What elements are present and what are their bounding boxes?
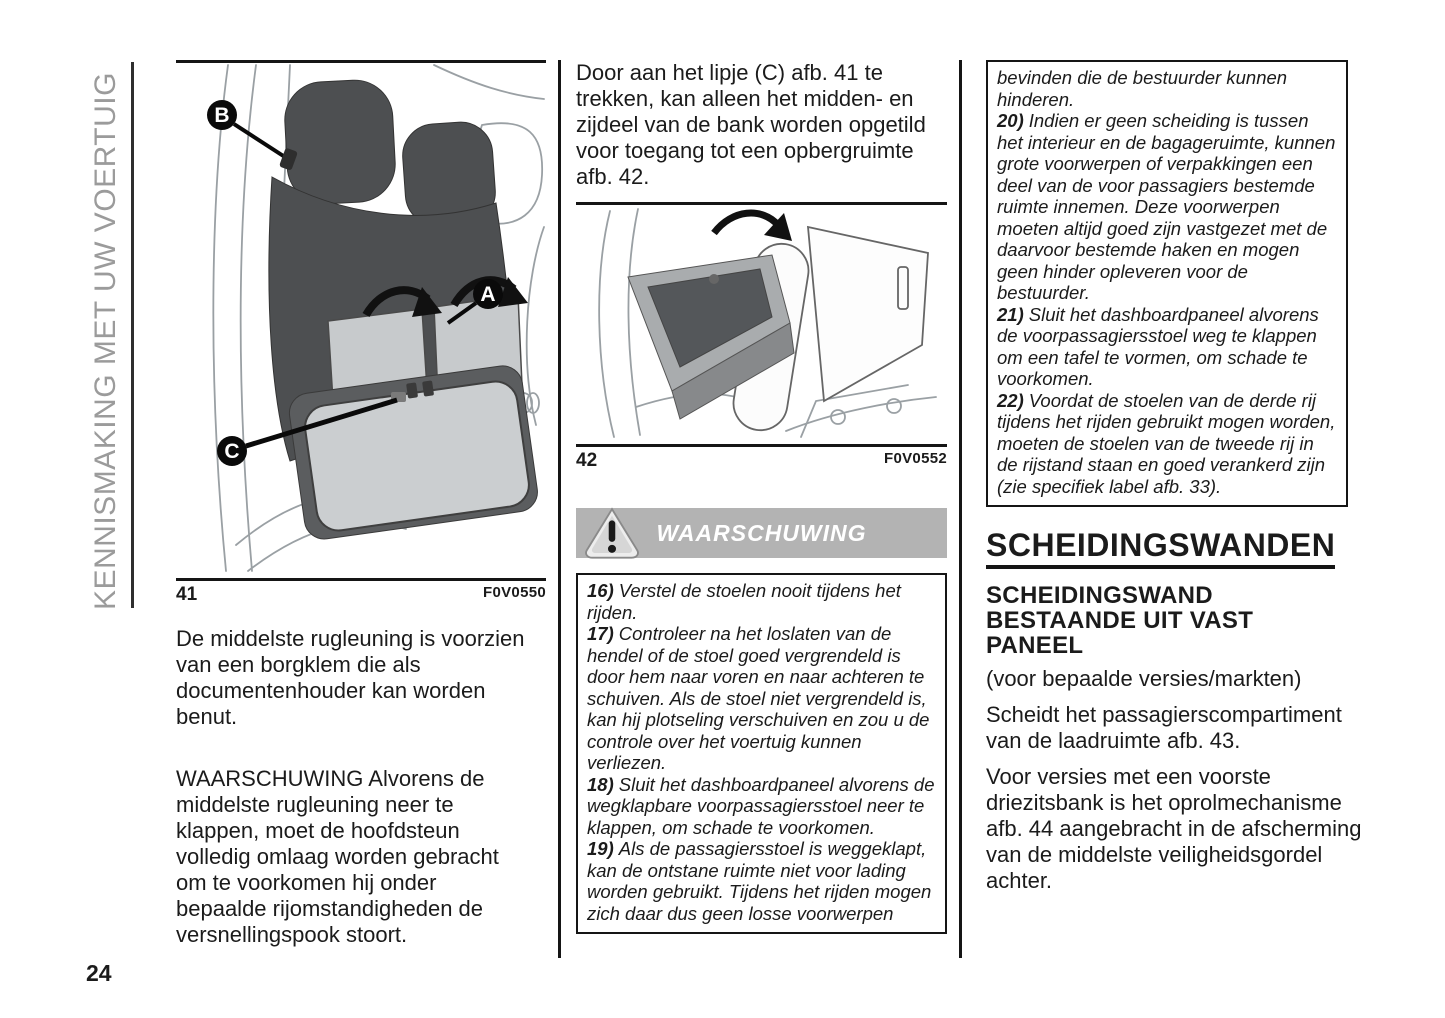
- warning-item-number: 17): [587, 623, 614, 644]
- warning-item-number: 22): [997, 389, 1024, 411]
- warning-item-number: 20): [997, 110, 1024, 131]
- warning-item-21: [997, 304, 1337, 390]
- figure-number: 42: [576, 450, 598, 471]
- figure-code: F0V0550: [483, 584, 546, 601]
- warning-item-number: 19): [587, 838, 614, 859]
- warning-item-text: Verstel de stoelen nooit tijdens het rijden.: [587, 580, 901, 623]
- warning-item-19: [587, 838, 936, 924]
- page-number: 24: [86, 960, 112, 986]
- figure-41-caption: [176, 578, 546, 606]
- column-separator-right: [959, 60, 962, 958]
- warning-item-16: [587, 580, 936, 623]
- warning-item-text: Indien er geen scheiding is tussen het interieur en de bagageruimte, kunnen grote voorwerpen of verpakkingen een deel van de voor passagiers bestemde ruimte innemen. Deze voorwerpen moeten altijd goed zijn vastgezet met de daarvoor bestemde haken en mogen geen hinder opleveren voor de bestuurder.: [997, 110, 1336, 303]
- warning-banner: [576, 508, 947, 558]
- warning-item-text: bevinden die de bestuurder kunnen hinderen.: [997, 67, 1288, 110]
- subsection-heading: SCHEIDINGSWAND BESTAANDE UIT VAST PANEEL: [986, 581, 1254, 659]
- svg-text:A: A: [480, 283, 496, 306]
- left-paragraph-1: De middelste rugleuning is voorzien van een borgklem die als documentenhouder kan worden benut.: [176, 626, 525, 729]
- figure-42: [576, 202, 947, 472]
- middle-column: [576, 60, 947, 934]
- warning-item-text: Voordat de stoelen van de derde rij tijdens het rijden gebruikt mogen worden, moeten de stoelen van de tweede rij in de rijstand staan en goed verankerd zijn (zie specifiek label afb. 33).: [997, 389, 1336, 497]
- left-paragraph-2: WAARSCHUWING Alvorens de middelste rugleuning neer te klappen, moet de hoofdsteun volledig omlaag worden gebracht om te voorkomen hij onder bepaalde rijomstandigheden de versnellingspook stoort.: [176, 766, 499, 947]
- warning-item-17: [587, 623, 936, 774]
- warning-item-text: Als de passagiersstoel is weggeklapt, kan de ontstane ruimte niet voor lading worden gebruikt. Tijdens het rijden mogen zich daar dus geen losse voorwerpen: [587, 838, 932, 924]
- applicability-note: (voor bepaalde versies/markten): [986, 665, 1302, 691]
- figure-41: [176, 60, 546, 606]
- middle-intro: Door aan het lipje (C) afb. 41 te trekken, kan alleen het midden- en zijdeel van de bank worden opgetild voor toegang tot een opbergruimte afb. 42.: [576, 60, 926, 189]
- warning-list-box: [576, 573, 947, 934]
- warning-item-22: [997, 390, 1337, 498]
- figure-code: F0V0552: [884, 450, 947, 467]
- seat-fold-illustration: [176, 63, 546, 573]
- right-paragraph-1: Scheidt het passagierscompartiment van de laadruimte afb. 43.: [986, 701, 1342, 753]
- warning-item-number: 16): [587, 580, 614, 601]
- warning-triangle-icon: [584, 506, 640, 559]
- warning-item-20: [997, 110, 1337, 304]
- warning-banner-title: WAARSCHUWING: [656, 519, 867, 546]
- column-separator-left: [558, 60, 561, 958]
- warning-item-text: Sluit het dashboardpaneel alvorens de voorpassagiersstoel weg te klappen om een tafel te vormen, om schade te voorkomen.: [997, 303, 1319, 389]
- svg-text:C: C: [224, 440, 240, 463]
- right-paragraph-2: Voor versies met een voorste driezitsbank is het oprolmechanisme afb. 44 aangebracht in de afscherming van de middelste veiligheidsgordel achter.: [986, 763, 1362, 893]
- warning-item-18: [587, 774, 936, 839]
- sidebar-rule: [131, 62, 134, 608]
- svg-text:B: B: [214, 104, 230, 127]
- right-column: [986, 60, 1376, 894]
- warning-item-number: 18): [587, 773, 614, 795]
- storage-compartment-illustration: [576, 205, 947, 439]
- chapter-sidebar-label: KENNISMAKING MET UW VOERTUIG: [89, 72, 122, 610]
- warning-item-19-continued: [997, 67, 1337, 110]
- figure-number: 41: [176, 584, 198, 605]
- warning-item-text: Sluit het dashboardpaneel alvorens de wegklapbare voorpassagiersstoel neer te klappen, om schade te voorkomen.: [587, 773, 935, 838]
- warning-item-number: 21): [997, 303, 1024, 325]
- figure-42-caption: [576, 444, 947, 472]
- tilt-arrow: [714, 213, 792, 241]
- left-column: [176, 60, 546, 948]
- warning-item-text: Controleer na het loslaten van de hendel of de stoel goed vergrendeld is door hem naar voren en naar achteren te schuiven. Als de stoel niet vergrendeld is, kan hij plotseling verschuiven en zou u de controle over het voertuig kunnen verliezen.: [587, 623, 930, 773]
- warning-list-box-continued: [986, 60, 1348, 507]
- section-heading: SCHEIDINGSWANDEN: [986, 529, 1335, 569]
